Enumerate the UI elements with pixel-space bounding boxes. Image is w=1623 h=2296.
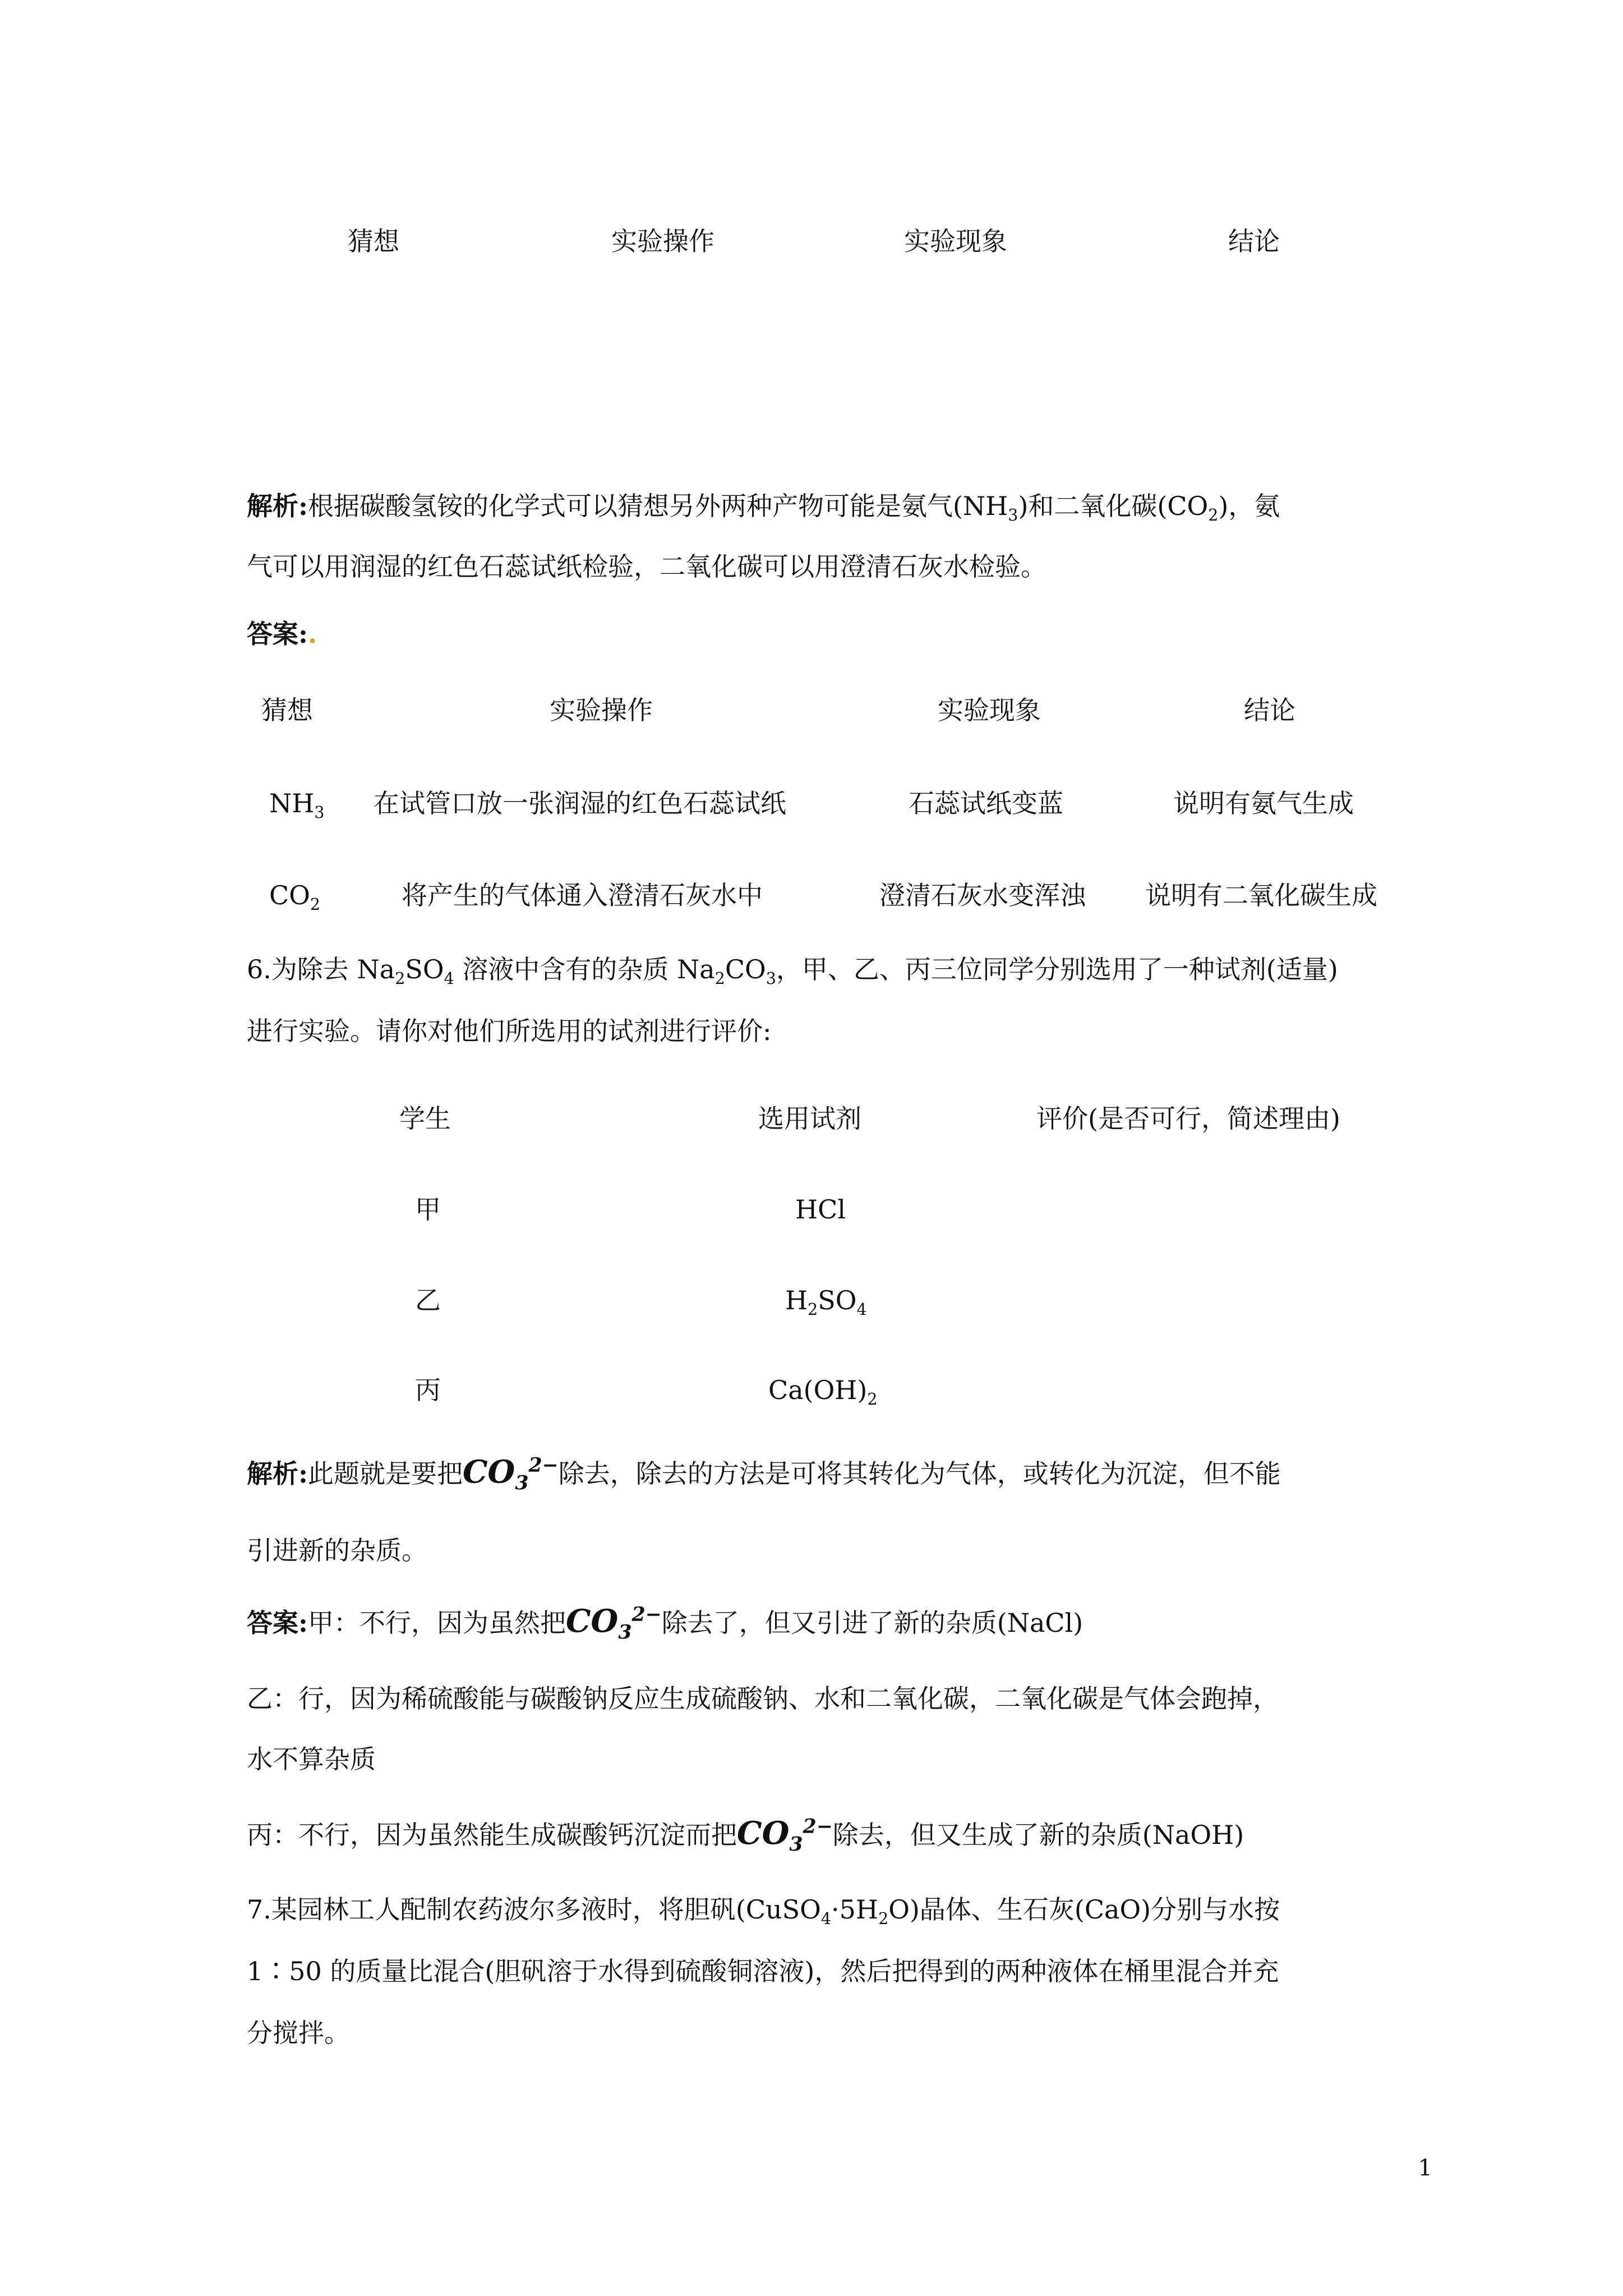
answer-row2-phenomenon: 澄清石灰水变浑浊: [879, 880, 1086, 910]
answer-header-guess: 猜想: [261, 695, 313, 725]
answer-row1-conclusion: 说明有氨气生成: [1173, 788, 1354, 818]
q6-header-reagent: 选用试剂: [758, 1103, 861, 1134]
page-number: 1: [1418, 2155, 1432, 2181]
answer-row1-phenomenon: 石蕊试纸变蓝: [909, 788, 1063, 818]
q6-line2: 进行实验。请你对他们所选用的试剂进行评价:: [247, 1016, 772, 1046]
answer2-yi-line2: 水不算杂质: [247, 1744, 376, 1774]
q6-header-student: 学生: [399, 1103, 451, 1134]
analysis1-line2: 气可以用润湿的红色石蕊试纸检验，二氧化碳可以用澄清石灰水检验。: [247, 551, 1046, 582]
q6-row1-student: 甲: [415, 1194, 441, 1225]
answer-row1-operation: 在试管口放一张润湿的红色石蕊试纸: [374, 788, 786, 818]
q6-header-evaluation: 评价(是否可行，简述理由): [1036, 1103, 1340, 1134]
answer-row2-conclusion: 说明有二氧化碳生成: [1145, 880, 1377, 910]
carbonate-formula: $CO_3^{2-}$: [462, 1453, 559, 1495]
answer-row2-operation: 将产生的气体通入澄清石灰水中: [402, 880, 763, 910]
answer-header-phenomenon: 实验现象: [938, 695, 1041, 725]
answer2-jia: 答案:甲：不行，因为虽然把$CO_3^{2-}$除去了，但又引进了新的杂质(NaCl): [247, 1603, 1083, 1644]
q6-row2-reagent: $H_2SO_4$: [785, 1285, 867, 1319]
carbonate-formula: $CO_3^{2-}$: [565, 1603, 662, 1644]
answer2-yi-line1: 乙：行，因为稀硫酸能与碳酸钠反应生成硫酸钠、水和二氧化碳，二氧化碳是气体会跑掉，: [247, 1683, 1279, 1714]
q6-row2-student: 乙: [415, 1285, 441, 1315]
q7-line1: 7.某园林工人配制农药波尔多液时，将胆矾$(CuSO_4\cdot 5H_2O)$晶体、生石灰(CaO)分别与水按: [247, 1894, 1280, 1929]
answer-row1-guess: $NH_3$: [269, 788, 325, 822]
answer-row2-guess: $CO_2$: [269, 880, 321, 914]
top-header-operation: 实验操作: [611, 226, 714, 256]
top-header-guess: 猜想: [348, 226, 399, 256]
top-header-phenomenon: 实验现象: [904, 226, 1007, 256]
answer1-label: 答案:.: [247, 619, 317, 649]
answer-header-operation: 实验操作: [550, 695, 653, 725]
carbonate-formula: $CO_3^{2-}$: [737, 1815, 833, 1856]
answer2-bing: 丙：不行，因为虽然能生成碳酸钙沉淀而把$CO_3^{2-}$除去，但又生成了新的杂质(NaOH): [247, 1815, 1244, 1856]
q6-row3-student: 丙: [415, 1375, 441, 1405]
analysis1-line1: 解析:根据碳酸氢铵的化学式可以猜想另外两种产物可能是氨气$(NH_3)$和二氧化碳$(CO_2)$，氨: [247, 491, 1280, 525]
q6-row1-reagent: HCl: [795, 1194, 846, 1225]
analysis2-line2: 引进新的杂质。: [247, 1535, 427, 1566]
analysis2-line1: 解析:此题就是要把$CO_3^{2-}$除去，除去的方法是可将其转化为气体，或转化为沉淀，但不能: [247, 1453, 1281, 1495]
answer-header-conclusion: 结论: [1244, 695, 1295, 725]
q6-row3-reagent: $Ca(OH)_2$: [768, 1375, 878, 1409]
q7-line3: 分搅拌。: [247, 2018, 350, 2048]
q6-line1: 6.为除去 $Na_2SO_4$ 溶液中含有的杂质 $Na_2CO_3$，甲、乙、丙三位同学分别选用了一种试剂(适量): [247, 954, 1338, 988]
q7-line2: 1∶50 的质量比混合(胆矾溶于水得到硫酸铜溶液)，然后把得到的两种液体在桶里混合并充: [247, 1956, 1279, 1986]
top-header-conclusion: 结论: [1228, 226, 1280, 256]
